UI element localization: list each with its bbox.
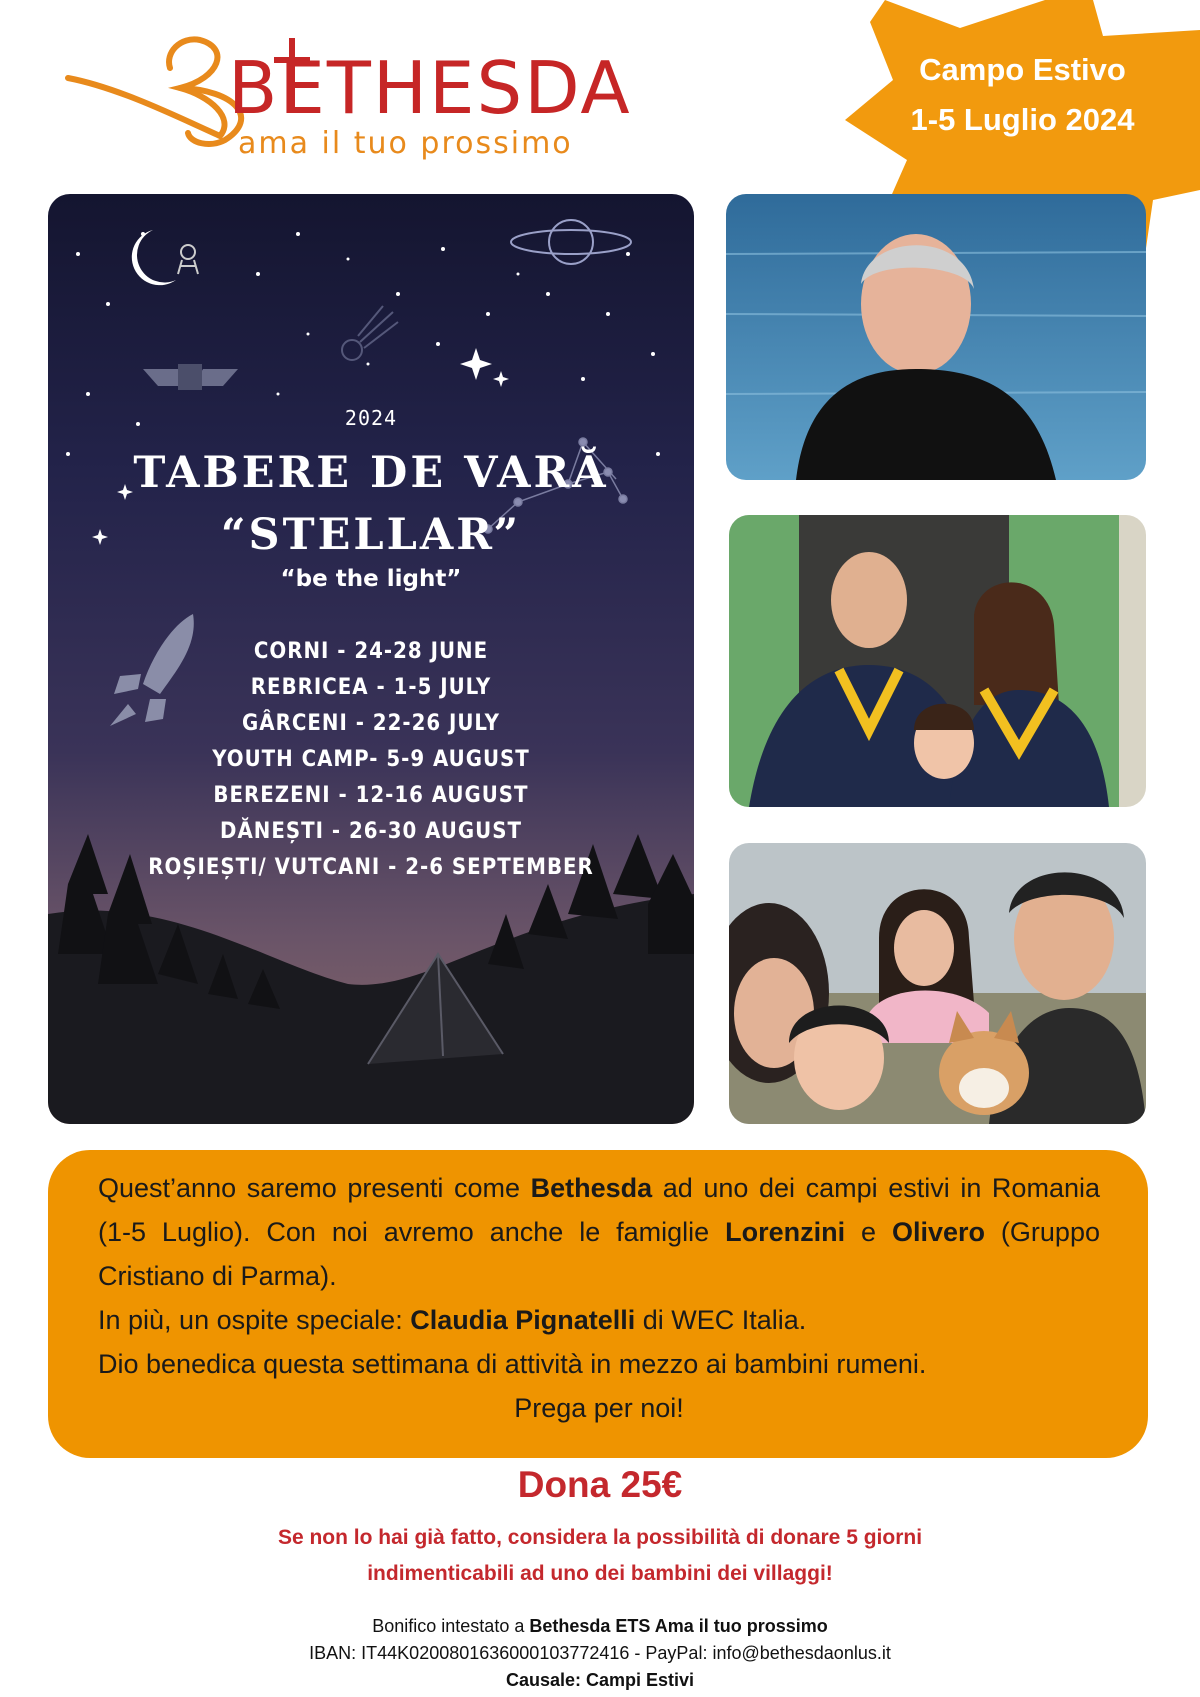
camp-date-item: YOUTH CAMP- 5-9 AUGUST <box>212 747 530 772</box>
poster-title-line-1: TABERE DE VARĂ <box>133 448 609 498</box>
causale-text: Causale: Campi Estivi <box>505 1670 695 1690</box>
photo-family-with-dog <box>729 843 1146 1124</box>
camp-date-item: ROȘIEȘTI/ VUTCANI - 2-6 SEPTEMBER <box>148 855 594 880</box>
info-bold-lorenzini: Lorenzini <box>725 1217 846 1247</box>
info-paragraph-1 <box>98 1166 1100 1298</box>
info-text: (Gruppo Cristiano di Parma). <box>98 1217 1100 1291</box>
camp-date-item: DĂNEȘTI - 26-30 AUGUST <box>220 819 522 844</box>
info-bold-bethesda: Bethesda <box>530 1173 653 1203</box>
donate-title: Dona 25€ <box>517 1464 683 1505</box>
causale-line <box>0 1667 1200 1694</box>
hills <box>48 894 694 1124</box>
donate-line-2: indimenticabili ad uno dei bambini dei villaggi! <box>367 1562 833 1585</box>
camp-dates-list <box>48 634 694 886</box>
astronaut-icon <box>178 245 198 274</box>
logo-tagline: ama il tuo prossimo <box>238 126 573 161</box>
info-paragraph-3: Dio benedica questa settimana di attività in mezzo ai bambini rumeni. <box>98 1349 927 1379</box>
badge-line-1: Campo Estivo <box>919 52 1126 87</box>
camp-date-item: GÂRCENI - 22-26 JULY <box>242 711 500 736</box>
poster-year: 2024 <box>344 406 398 430</box>
camp-date-item: BEREZENI - 12-16 AUGUST <box>213 783 529 808</box>
info-bold-olivero: Olivero <box>891 1217 986 1247</box>
photo-woman-at-sea <box>726 194 1146 480</box>
bonifico-prefix: Bonifico intestato a <box>372 1616 530 1636</box>
badge-line-2: 1-5 Luglio 2024 <box>910 102 1135 137</box>
bonifico-recipient: Bethesda ETS Ama il tuo prossimo <box>529 1616 828 1636</box>
info-text: In più, un ospite speciale: <box>98 1305 411 1335</box>
info-prayer: Prega per noi! <box>514 1393 684 1423</box>
info-text: di WEC Italia. <box>635 1305 807 1335</box>
donate-message <box>0 1520 1200 1592</box>
moon-icon <box>132 230 176 285</box>
info-paragraph-2 <box>98 1298 1100 1342</box>
comet-icon <box>342 306 398 360</box>
info-box <box>48 1150 1148 1458</box>
camp-poster <box>48 194 694 1124</box>
info-bold-guest: Claudia Pignatelli <box>410 1305 636 1335</box>
donate-line-1: Se non lo hai già fatto, considera la possibilità di donare 5 giorni <box>277 1526 923 1549</box>
camp-date-item: CORNI - 24-28 JUNE <box>253 639 489 664</box>
logo-wordmark: BETHESDA <box>228 46 632 130</box>
iban-line: IBAN: IT44K0200801636000103772416 - PayPal: info@bethesdaonlus.it <box>309 1643 891 1663</box>
satellite-icon <box>143 364 238 390</box>
bonifico-line <box>0 1613 1200 1640</box>
payment-info <box>0 1613 1200 1694</box>
info-text: e <box>845 1217 892 1247</box>
poster-title-line-2: “STELLAR” <box>220 510 522 560</box>
camp-date-item: REBRICEA - 1-5 JULY <box>250 675 492 700</box>
photo-family-scouts <box>729 515 1146 807</box>
poster-title <box>48 442 694 566</box>
info-text: Quest’anno saremo presenti come <box>98 1173 531 1203</box>
bethesda-logo <box>60 18 660 168</box>
planet-icon <box>511 220 631 264</box>
info-text: ad uno dei campi estivi in Romania (1-5 Luglio). Con noi avremo anche le famiglie <box>98 1173 1100 1247</box>
poster-motto: “be the light” <box>280 566 462 592</box>
